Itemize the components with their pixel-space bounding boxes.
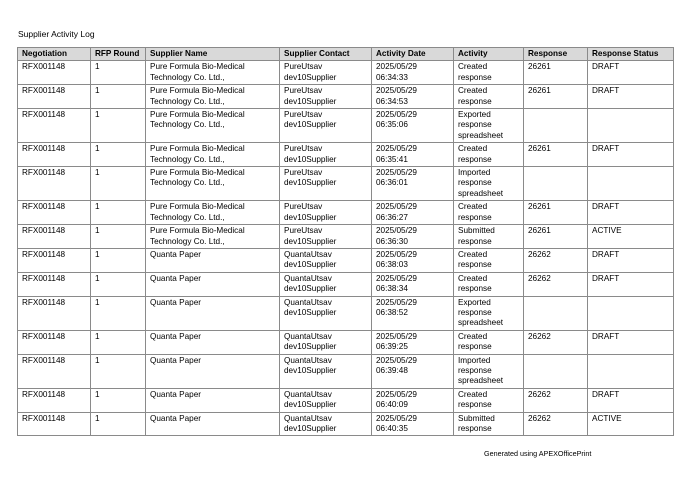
- cell-activity-date: 2025/05/29 06:38:34: [372, 272, 454, 296]
- table-row: [18, 272, 674, 296]
- cell-supplier-name: Pure Formula Bio-Medical Technology Co. Ltd.,: [146, 143, 280, 167]
- cell-response: 26262: [524, 248, 588, 272]
- cell-response: 26262: [524, 272, 588, 296]
- cell-supplier-contact: QuantaUtsav dev10Supplier: [280, 388, 372, 412]
- cell-activity-date: 2025/05/29 06:38:03: [372, 248, 454, 272]
- cell-rfp-round: 1: [91, 61, 146, 85]
- cell-response-status: DRAFT: [588, 85, 674, 109]
- cell-activity: Submitted response: [454, 412, 524, 436]
- cell-response-status: DRAFT: [588, 201, 674, 225]
- cell-negotiation: RFX001148: [18, 412, 91, 436]
- table-body: [18, 61, 674, 436]
- table-row: [18, 167, 674, 201]
- cell-supplier-contact: QuantaUtsav dev10Supplier: [280, 272, 372, 296]
- cell-rfp-round: 1: [91, 354, 146, 388]
- cell-activity: Created response: [454, 61, 524, 85]
- cell-activity: Created response: [454, 388, 524, 412]
- cell-supplier-name: Pure Formula Bio-Medical Technology Co. Ltd.,: [146, 61, 280, 85]
- cell-negotiation: RFX001148: [18, 272, 91, 296]
- cell-response: [524, 296, 588, 330]
- cell-activity-date: 2025/05/29 06:34:33: [372, 61, 454, 85]
- cell-response-status: DRAFT: [588, 272, 674, 296]
- cell-supplier-name: Quanta Paper: [146, 412, 280, 436]
- cell-response: 26261: [524, 85, 588, 109]
- supplier-activity-table: [17, 47, 674, 436]
- cell-negotiation: RFX001148: [18, 388, 91, 412]
- cell-negotiation: RFX001148: [18, 61, 91, 85]
- column-header-negotiation: Negotiation: [18, 48, 91, 61]
- cell-response-status: [588, 296, 674, 330]
- column-header-supplier-contact: Supplier Contact: [280, 48, 372, 61]
- cell-response: 26262: [524, 412, 588, 436]
- cell-supplier-contact: QuantaUtsav dev10Supplier: [280, 296, 372, 330]
- table-row: [18, 85, 674, 109]
- cell-negotiation: RFX001148: [18, 248, 91, 272]
- cell-negotiation: RFX001148: [18, 296, 91, 330]
- cell-negotiation: RFX001148: [18, 143, 91, 167]
- cell-response: 26261: [524, 201, 588, 225]
- cell-rfp-round: 1: [91, 388, 146, 412]
- cell-supplier-name: Pure Formula Bio-Medical Technology Co. Ltd.,: [146, 201, 280, 225]
- generated-by-footer: Generated using APEXOfficePrint: [484, 449, 592, 458]
- cell-negotiation: RFX001148: [18, 109, 91, 143]
- cell-activity: Created response: [454, 248, 524, 272]
- cell-rfp-round: 1: [91, 109, 146, 143]
- cell-response: [524, 354, 588, 388]
- cell-supplier-contact: PureUtsav dev10Supplier: [280, 143, 372, 167]
- cell-negotiation: RFX001148: [18, 201, 91, 225]
- cell-supplier-contact: PureUtsav dev10Supplier: [280, 85, 372, 109]
- cell-activity: Created response: [454, 201, 524, 225]
- table-header-row: [18, 48, 674, 61]
- cell-rfp-round: 1: [91, 225, 146, 249]
- cell-supplier-name: Quanta Paper: [146, 388, 280, 412]
- column-header-response: Response: [524, 48, 588, 61]
- cell-negotiation: RFX001148: [18, 354, 91, 388]
- cell-response-status: DRAFT: [588, 388, 674, 412]
- cell-activity-date: 2025/05/29 06:36:27: [372, 201, 454, 225]
- cell-supplier-name: Quanta Paper: [146, 272, 280, 296]
- column-header-rfp-round: RFP Round: [91, 48, 146, 61]
- cell-supplier-contact: PureUtsav dev10Supplier: [280, 167, 372, 201]
- cell-activity: Exported response spreadsheet: [454, 109, 524, 143]
- cell-activity-date: 2025/05/29 06:38:52: [372, 296, 454, 330]
- cell-supplier-name: Pure Formula Bio-Medical Technology Co. Ltd.,: [146, 225, 280, 249]
- table-row: [18, 61, 674, 85]
- cell-supplier-name: Quanta Paper: [146, 354, 280, 388]
- cell-activity: Created response: [454, 272, 524, 296]
- table-row: [18, 388, 674, 412]
- cell-supplier-name: Quanta Paper: [146, 330, 280, 354]
- cell-supplier-contact: QuantaUtsav dev10Supplier: [280, 248, 372, 272]
- cell-activity-date: 2025/05/29 06:40:35: [372, 412, 454, 436]
- cell-supplier-name: Quanta Paper: [146, 248, 280, 272]
- cell-supplier-contact: PureUtsav dev10Supplier: [280, 61, 372, 85]
- column-header-activity: Activity: [454, 48, 524, 61]
- cell-activity: Created response: [454, 85, 524, 109]
- cell-negotiation: RFX001148: [18, 225, 91, 249]
- table-row: [18, 296, 674, 330]
- table-row: [18, 201, 674, 225]
- cell-activity-date: 2025/05/29 06:35:06: [372, 109, 454, 143]
- column-header-response-status: Response Status: [588, 48, 674, 61]
- cell-supplier-name: Pure Formula Bio-Medical Technology Co. Ltd.,: [146, 85, 280, 109]
- cell-response: 26261: [524, 225, 588, 249]
- cell-response-status: [588, 109, 674, 143]
- cell-activity-date: 2025/05/29 06:36:01: [372, 167, 454, 201]
- cell-response-status: [588, 354, 674, 388]
- cell-activity-date: 2025/05/29 06:36:30: [372, 225, 454, 249]
- cell-rfp-round: 1: [91, 330, 146, 354]
- cell-activity: Created response: [454, 143, 524, 167]
- cell-response-status: DRAFT: [588, 61, 674, 85]
- cell-response-status: ACTIVE: [588, 412, 674, 436]
- cell-activity-date: 2025/05/29 06:39:25: [372, 330, 454, 354]
- cell-supplier-contact: PureUtsav dev10Supplier: [280, 201, 372, 225]
- table-row: [18, 248, 674, 272]
- cell-rfp-round: 1: [91, 143, 146, 167]
- cell-response: [524, 109, 588, 143]
- cell-response: 26262: [524, 388, 588, 412]
- cell-supplier-contact: QuantaUtsav dev10Supplier: [280, 412, 372, 436]
- cell-rfp-round: 1: [91, 272, 146, 296]
- cell-response-status: DRAFT: [588, 248, 674, 272]
- cell-rfp-round: 1: [91, 201, 146, 225]
- cell-supplier-contact: QuantaUtsav dev10Supplier: [280, 330, 372, 354]
- cell-supplier-contact: PureUtsav dev10Supplier: [280, 109, 372, 143]
- cell-response-status: ACTIVE: [588, 225, 674, 249]
- cell-response: 26262: [524, 330, 588, 354]
- cell-rfp-round: 1: [91, 296, 146, 330]
- cell-activity-date: 2025/05/29 06:35:41: [372, 143, 454, 167]
- cell-activity: Imported response spreadsheet: [454, 354, 524, 388]
- cell-activity-date: 2025/05/29 06:39:48: [372, 354, 454, 388]
- cell-negotiation: RFX001148: [18, 330, 91, 354]
- cell-supplier-contact: QuantaUtsav dev10Supplier: [280, 354, 372, 388]
- cell-response: 26261: [524, 61, 588, 85]
- table-row: [18, 354, 674, 388]
- table-row: [18, 109, 674, 143]
- cell-rfp-round: 1: [91, 167, 146, 201]
- cell-activity: Created response: [454, 330, 524, 354]
- column-header-supplier-name: Supplier Name: [146, 48, 280, 61]
- cell-rfp-round: 1: [91, 248, 146, 272]
- table-row: [18, 412, 674, 436]
- cell-response-status: [588, 167, 674, 201]
- cell-rfp-round: 1: [91, 412, 146, 436]
- cell-negotiation: RFX001148: [18, 167, 91, 201]
- cell-activity: Imported response spreadsheet: [454, 167, 524, 201]
- cell-activity: Submitted response: [454, 225, 524, 249]
- cell-supplier-name: Pure Formula Bio-Medical Technology Co. Ltd.,: [146, 109, 280, 143]
- cell-activity: Exported response spreadsheet: [454, 296, 524, 330]
- cell-negotiation: RFX001148: [18, 85, 91, 109]
- table-row: [18, 330, 674, 354]
- cell-activity-date: 2025/05/29 06:34:53: [372, 85, 454, 109]
- cell-activity-date: 2025/05/29 06:40:09: [372, 388, 454, 412]
- cell-supplier-name: Quanta Paper: [146, 296, 280, 330]
- table-row: [18, 143, 674, 167]
- document-title: Supplier Activity Log: [18, 29, 95, 39]
- cell-response: 26261: [524, 143, 588, 167]
- cell-response-status: DRAFT: [588, 330, 674, 354]
- table-row: [18, 225, 674, 249]
- cell-response: [524, 167, 588, 201]
- cell-rfp-round: 1: [91, 85, 146, 109]
- cell-response-status: DRAFT: [588, 143, 674, 167]
- cell-supplier-contact: PureUtsav dev10Supplier: [280, 225, 372, 249]
- cell-supplier-name: Pure Formula Bio-Medical Technology Co. Ltd.,: [146, 167, 280, 201]
- column-header-activity-date: Activity Date: [372, 48, 454, 61]
